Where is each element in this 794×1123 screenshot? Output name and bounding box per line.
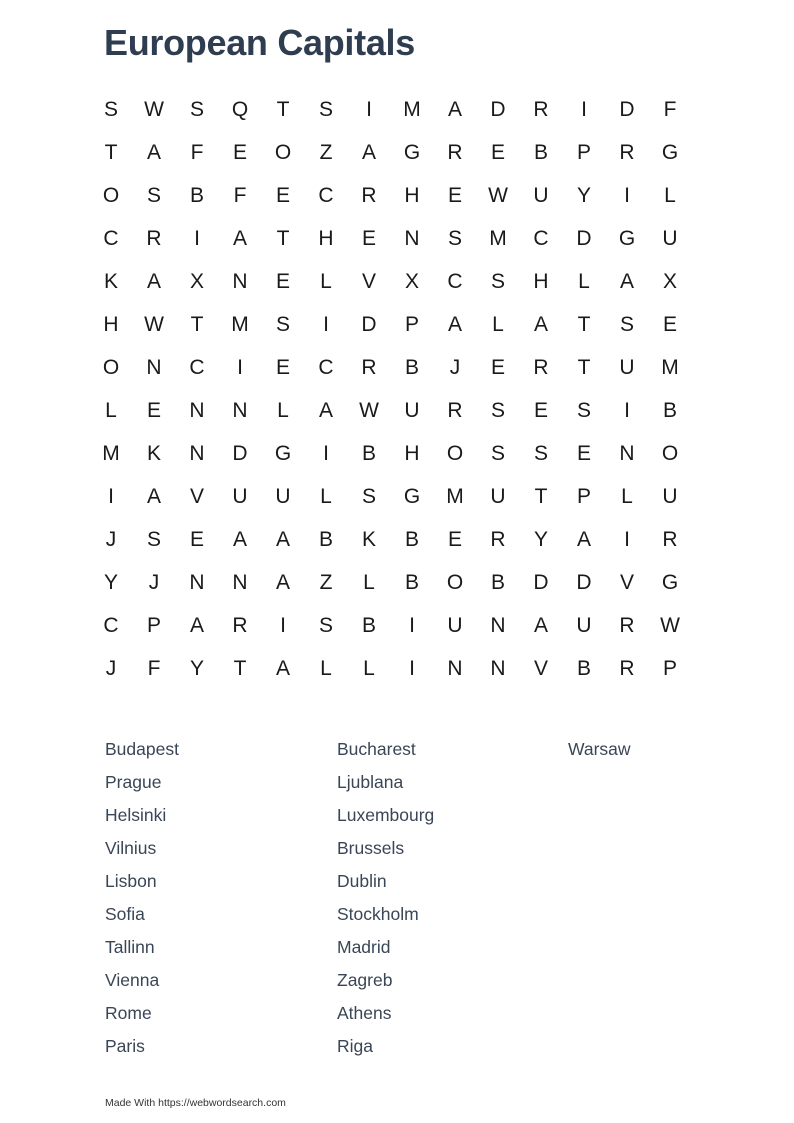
grid-cell: L <box>621 484 633 508</box>
grid-cell: R <box>447 398 463 422</box>
grid-cell: K <box>146 441 161 465</box>
grid-cell: R <box>361 183 377 207</box>
grid-cell: R <box>619 140 635 164</box>
grid-cell: R <box>662 527 678 551</box>
grid-cell: K <box>361 527 376 551</box>
grid-cell: C <box>103 613 119 637</box>
grid-cell: A <box>533 613 548 637</box>
grid-cell: L <box>664 183 676 207</box>
word-list-item: Brussels <box>337 838 405 858</box>
grid-cell: Y <box>533 527 548 551</box>
grid-cell: Y <box>576 183 591 207</box>
grid-cell: H <box>318 226 334 250</box>
word-list-item: Lisbon <box>105 871 157 891</box>
grid-cell: H <box>404 183 420 207</box>
grid-cell: I <box>624 183 630 207</box>
grid-cell: V <box>189 484 204 508</box>
grid-cell: S <box>533 441 548 465</box>
grid-cell: I <box>280 613 286 637</box>
grid-cell: J <box>148 570 160 594</box>
word-list-item: Tallinn <box>105 937 155 957</box>
grid-cell: N <box>189 398 205 422</box>
grid-cell: U <box>447 613 463 637</box>
word-list-item: Riga <box>337 1036 373 1056</box>
grid-cell: L <box>363 656 375 680</box>
grid-cell: D <box>361 312 377 336</box>
grid-cell: N <box>490 656 506 680</box>
grid-cell: D <box>576 570 592 594</box>
grid-cell: A <box>447 97 462 121</box>
grid-cell: X <box>189 269 204 293</box>
word-list-item: Helsinki <box>105 805 167 825</box>
word-list-item: Warsaw <box>568 739 631 759</box>
grid-cell: S <box>361 484 376 508</box>
grid-cell: A <box>146 140 161 164</box>
grid-cell: G <box>274 441 292 465</box>
grid-cell: X <box>404 269 419 293</box>
grid-cell: A <box>146 484 161 508</box>
grid-cell: A <box>275 527 290 551</box>
grid-cell: T <box>190 312 204 336</box>
grid-cell: C <box>189 355 205 379</box>
grid-cell: T <box>276 97 290 121</box>
grid-cell: N <box>619 441 635 465</box>
grid-cell: F <box>663 97 677 121</box>
grid-cell: X <box>662 269 677 293</box>
grid-cell: W <box>359 398 379 422</box>
grid-cell: A <box>318 398 333 422</box>
grid-cell: S <box>189 97 204 121</box>
grid-cell: I <box>323 441 329 465</box>
word-list-item: Dublin <box>337 871 387 891</box>
grid-cell: B <box>662 398 677 422</box>
grid-cell: R <box>490 527 506 551</box>
grid-cell: E <box>447 183 462 207</box>
grid-cell: U <box>662 226 678 250</box>
grid-cell: O <box>446 441 464 465</box>
grid-cell: M <box>661 355 679 379</box>
grid-cell: G <box>403 140 421 164</box>
grid-cell: N <box>189 441 205 465</box>
grid-cell: F <box>147 656 161 680</box>
grid-cell: S <box>619 312 634 336</box>
grid-cell: J <box>105 656 117 680</box>
word-list-item: Budapest <box>105 739 179 759</box>
grid-cell: A <box>275 570 290 594</box>
grid-cell: R <box>533 97 549 121</box>
grid-cell: D <box>576 226 592 250</box>
grid-cell: B <box>533 140 548 164</box>
grid-cell: H <box>103 312 119 336</box>
grid-cell: I <box>624 527 630 551</box>
footer-credit: Made With https://webwordsearch.com <box>105 1097 286 1109</box>
grid-cell: O <box>661 441 679 465</box>
word-list-item: Vienna <box>105 970 160 990</box>
grid-cell: R <box>232 613 248 637</box>
grid-cell: A <box>189 613 204 637</box>
grid-cell: E <box>189 527 204 551</box>
grid-cell: R <box>447 140 463 164</box>
grid-cell: B <box>576 656 591 680</box>
grid-cell: E <box>662 312 677 336</box>
grid-cell: N <box>232 570 248 594</box>
grid-cell: K <box>103 269 118 293</box>
grid-cell: F <box>233 183 247 207</box>
grid-cell: S <box>146 527 161 551</box>
grid-cell: S <box>490 441 505 465</box>
grid-cell: C <box>103 226 119 250</box>
grid-cell: T <box>276 226 290 250</box>
grid-cell: E <box>576 441 591 465</box>
grid-cell: C <box>318 355 334 379</box>
grid-cell: W <box>488 183 508 207</box>
grid-cell: W <box>660 613 680 637</box>
grid-cell: M <box>489 226 507 250</box>
grid-cell: E <box>232 140 247 164</box>
grid-cell: L <box>320 656 332 680</box>
word-list-item: Bucharest <box>337 739 416 759</box>
grid-cell: R <box>361 355 377 379</box>
grid-cell: I <box>194 226 200 250</box>
grid-cell: B <box>361 613 376 637</box>
grid-cell: V <box>361 269 376 293</box>
grid-cell: N <box>189 570 205 594</box>
grid-cell: D <box>490 97 506 121</box>
word-list-item: Prague <box>105 772 162 792</box>
grid-cell: N <box>232 398 248 422</box>
grid-cell: N <box>232 269 248 293</box>
grid-cell: M <box>231 312 249 336</box>
grid-cell: B <box>318 527 333 551</box>
grid-cell: I <box>409 613 415 637</box>
grid-cell: S <box>318 97 333 121</box>
grid-cell: D <box>232 441 248 465</box>
grid-cell: A <box>533 312 548 336</box>
word-list-item: Ljublana <box>337 772 404 792</box>
grid-cell: T <box>104 140 118 164</box>
word-list-item: Athens <box>337 1003 392 1023</box>
grid-cell: B <box>404 527 419 551</box>
grid-cell: S <box>576 398 591 422</box>
grid-cell: D <box>619 97 635 121</box>
grid-cell: U <box>490 484 506 508</box>
grid-cell: P <box>404 312 419 336</box>
grid-cell: V <box>533 656 548 680</box>
grid-cell: O <box>274 140 292 164</box>
grid-cell: T <box>534 484 548 508</box>
grid-cell: P <box>146 613 161 637</box>
grid-cell: R <box>619 613 635 637</box>
grid-cell: N <box>490 613 506 637</box>
grid-cell: T <box>233 656 247 680</box>
grid-cell: E <box>146 398 161 422</box>
word-list-item: Madrid <box>337 937 391 957</box>
grid-cell: O <box>446 570 464 594</box>
word-list-item: Luxembourg <box>337 805 435 825</box>
grid-cell: J <box>105 527 117 551</box>
grid-cell: I <box>323 312 329 336</box>
grid-cell: Z <box>319 570 333 594</box>
grid-cell: I <box>624 398 630 422</box>
grid-cell: R <box>619 656 635 680</box>
grid-cell: U <box>404 398 420 422</box>
grid-cell: Y <box>103 570 118 594</box>
grid-cell: A <box>447 312 462 336</box>
grid-cell: E <box>490 140 505 164</box>
grid-cell: B <box>404 570 419 594</box>
grid-cell: R <box>533 355 549 379</box>
grid-cell: E <box>275 269 290 293</box>
grid-cell: G <box>618 226 636 250</box>
page-title: European Capitals <box>104 22 415 63</box>
grid-cell: H <box>404 441 420 465</box>
grid-cell: P <box>576 484 591 508</box>
grid-cell: Q <box>231 97 249 121</box>
word-list-item: Sofia <box>105 904 145 924</box>
grid-cell: L <box>105 398 117 422</box>
grid-cell: C <box>533 226 549 250</box>
grid-cell: J <box>449 355 461 379</box>
grid-cell: S <box>447 226 462 250</box>
grid-cell: B <box>189 183 204 207</box>
grid-cell: M <box>102 441 120 465</box>
grid-cell: B <box>361 441 376 465</box>
grid-cell: E <box>275 355 290 379</box>
word-list <box>105 738 768 1068</box>
word-list-item: Paris <box>105 1036 145 1056</box>
grid-cell: R <box>146 226 162 250</box>
grid-cell: E <box>490 355 505 379</box>
grid-cell: P <box>662 656 677 680</box>
word-search-grid <box>90 88 692 690</box>
grid-cell: I <box>366 97 372 121</box>
grid-cell: E <box>533 398 548 422</box>
grid-cell: O <box>102 183 120 207</box>
grid-cell: N <box>447 656 463 680</box>
grid-cell: A <box>232 226 247 250</box>
grid-cell: L <box>277 398 289 422</box>
word-list-item: Zagreb <box>337 970 393 990</box>
grid-cell: A <box>576 527 591 551</box>
grid-cell: U <box>275 484 291 508</box>
grid-cell: G <box>661 140 679 164</box>
grid-cell: S <box>490 269 505 293</box>
grid-cell: S <box>490 398 505 422</box>
grid-cell: T <box>577 355 591 379</box>
grid-cell: A <box>232 527 247 551</box>
grid-cell: E <box>275 183 290 207</box>
grid-cell: M <box>403 97 421 121</box>
grid-cell: W <box>144 312 164 336</box>
grid-cell: B <box>490 570 505 594</box>
grid-cell: H <box>533 269 549 293</box>
grid-cell: E <box>361 226 376 250</box>
grid-cell: U <box>619 355 635 379</box>
grid-cell: L <box>363 570 375 594</box>
grid-cell: S <box>146 183 161 207</box>
grid-cell: I <box>237 355 243 379</box>
word-list-item: Stockholm <box>337 904 419 924</box>
grid-cell: L <box>578 269 590 293</box>
grid-cell: B <box>404 355 419 379</box>
grid-cell: V <box>619 570 634 594</box>
grid-cell: I <box>108 484 114 508</box>
grid-cell: A <box>619 269 634 293</box>
grid-cell: C <box>318 183 334 207</box>
grid-cell: N <box>146 355 162 379</box>
grid-cell: D <box>533 570 549 594</box>
grid-cell: I <box>409 656 415 680</box>
grid-cell: S <box>103 97 118 121</box>
grid-cell: U <box>576 613 592 637</box>
grid-cell: Y <box>189 656 204 680</box>
grid-cell: O <box>102 355 120 379</box>
grid-cell: U <box>232 484 248 508</box>
grid-cell: E <box>447 527 462 551</box>
grid-cell: I <box>581 97 587 121</box>
grid-cell: W <box>144 97 164 121</box>
grid-cell: L <box>320 269 332 293</box>
word-list-item: Vilnius <box>105 838 157 858</box>
grid-cell: U <box>533 183 549 207</box>
grid-cell: M <box>446 484 464 508</box>
grid-cell: L <box>492 312 504 336</box>
grid-cell: C <box>447 269 463 293</box>
grid-cell: Z <box>319 140 333 164</box>
grid-cell: G <box>661 570 679 594</box>
grid-cell: S <box>275 312 290 336</box>
grid-cell: N <box>404 226 420 250</box>
grid-cell: P <box>576 140 591 164</box>
word-list-item: Rome <box>105 1003 152 1023</box>
grid-cell: S <box>318 613 333 637</box>
grid-cell: L <box>320 484 332 508</box>
grid-cell: A <box>361 140 376 164</box>
grid-cell: G <box>403 484 421 508</box>
grid-cell: A <box>275 656 290 680</box>
grid-cell: F <box>190 140 204 164</box>
grid-cell: U <box>662 484 678 508</box>
grid-cell: T <box>577 312 591 336</box>
grid-cell: A <box>146 269 161 293</box>
